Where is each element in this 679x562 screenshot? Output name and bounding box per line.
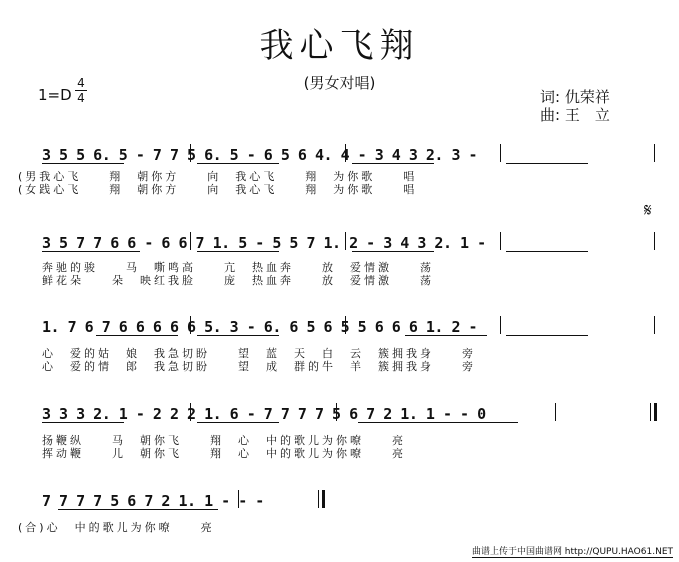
bar-line [500,316,501,334]
bar-line [654,316,655,334]
beam-line [197,422,279,423]
lyricist-credit: 词: 仇荣祥 [540,88,610,106]
final-bar-thick [322,490,325,508]
notation-line-2: 3 5 7 7 6 6 - 6 6 7 1. 5 - 5 5 7 1. 2 - 3 4 3 2. 1 - [42,234,486,252]
bar-line [345,144,346,162]
watermark-footer: 曲谱上传于中国曲谱网 http://QUPU.HAO61.NET [472,544,673,558]
beam-line [42,163,124,164]
song-title: 我心飞翔 [259,26,420,66]
beam-line [96,335,178,336]
bar-line [654,144,655,162]
beam-line [506,335,588,336]
beam-line [352,163,434,164]
bar-line [336,403,337,421]
beam-line [358,422,518,423]
beam-line [197,251,279,252]
bar-line [345,232,346,250]
bar-line [500,232,501,250]
time-signature-top: 4 [75,76,87,91]
final-bar [318,490,319,508]
lyric-line-1-female: (女践心飞 翔 朝你方 向 我心飞 翔 为你歌 唱 [18,183,418,196]
beam-line [197,335,279,336]
time-signature-bottom: 4 [77,91,85,105]
bar-line [500,144,501,162]
notation-line-3: 1. 7 6 7 6 6 6 6 6 5. 3 - 6. 6 5 6 5 5 6 6 6 1. 2 - [42,318,478,336]
repeat-end-bar-thick [654,403,657,421]
beam-line [58,509,218,510]
repeat-end-bar [650,403,651,421]
beam-line [42,422,124,423]
bar-line [190,144,191,162]
beam-line [352,251,434,252]
lyric-line-2-male: 奔驰的骏 马 嘶鸣高 亢 热血奔 放 爱情激 荡 [42,261,434,274]
bar-line [238,490,239,508]
bar-line [190,232,191,250]
beam-line [506,251,588,252]
beam-line [42,251,140,252]
key-signature: 1=D [38,86,72,104]
beam-line [197,163,279,164]
notation-line-5: 7 7 7 7 5 6 7 2 1. 1 - - - [42,492,264,510]
time-signature [75,76,87,105]
beam-line [405,335,487,336]
composer-credit: 曲: 王 立 [540,106,610,124]
lyric-line-1-male: (男我心飞 翔 朝你方 向 我心飞 翔 为你歌 唱 [18,170,418,183]
segno-icon: 𝄋 [644,200,652,221]
lyric-line-2-female: 鲜花朵 朵 映红我脸 庞 热血奔 放 爱情激 荡 [42,274,434,287]
song-subtitle: (男女对唱) [303,74,376,92]
lyric-line-5-chorus: (合)心 中的歌儿为你嘹 亮 [18,521,215,534]
notation-line-1: 3 5 5 6. 5 - 7 7 5 6. 5 - 6 5 6 4. 4 - 3 4 3 2. 3 - [42,146,478,164]
lyric-line-4-female: 挥动鞭 儿 朝你飞 翔 心 中的歌儿为你嘹 亮 [42,447,406,460]
lyric-line-4-male: 扬鞭纵 马 朝你飞 翔 心 中的歌儿为你嘹 亮 [42,434,406,447]
bar-line [555,403,556,421]
bar-line [190,316,191,334]
bar-line [190,403,191,421]
notation-line-4: 3 3 3 2. 1 - 2 2 2 1. 6 - 7 7 7 7 5 6 7 2 1. 1 - - 0 [42,405,486,423]
beam-line [506,163,588,164]
lyric-line-3-male: 心 爱的姑 娘 我急切盼 望 蓝 天 白 云 簇拥我身 旁 [42,347,476,360]
lyric-line-3-female: 心 爱的情 郎 我急切盼 望 成 群的牛 羊 簇拥我身 旁 [42,360,476,373]
bar-line [345,316,346,334]
bar-line [654,232,655,250]
